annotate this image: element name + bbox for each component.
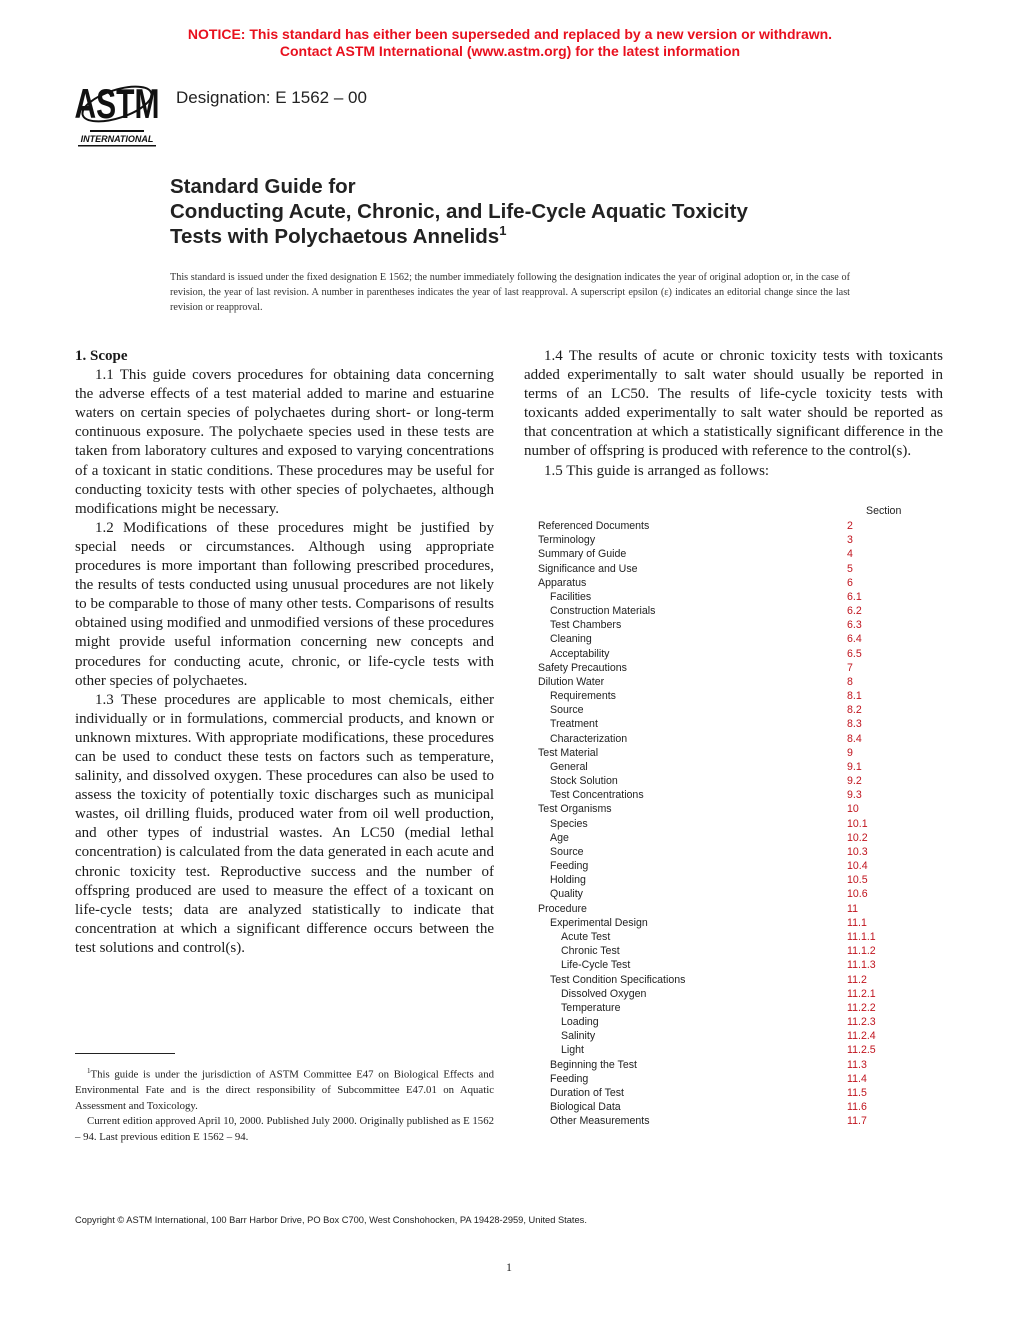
toc-section-link[interactable]: 11 (847, 902, 858, 915)
toc-entry[interactable] (538, 973, 938, 987)
toc-entry[interactable] (538, 618, 938, 632)
toc-entry[interactable] (538, 1072, 938, 1086)
footnote-edition: Current edition approved April 10, 2000. Published July 2000. Originally published as E 1562 – 94. Last previous edition E 1562 – 94. (75, 1115, 494, 1143)
toc-entry-label: Test Chambers (550, 619, 622, 632)
toc-entry[interactable] (538, 590, 938, 604)
toc-section-link[interactable]: 11.3 (847, 1058, 867, 1071)
toc-section-link[interactable]: 11.5 (847, 1086, 867, 1099)
toc-section-link[interactable]: 8.1 (847, 690, 862, 703)
toc-section-link[interactable]: 5 (847, 562, 853, 575)
toc-entry-label: Holding (550, 874, 586, 887)
toc-section-link[interactable]: 8.2 (847, 704, 862, 717)
right-column (524, 347, 943, 481)
toc-entry[interactable] (538, 1029, 938, 1043)
toc-header: Section (866, 505, 902, 517)
toc-entry-label: Other Measurements (550, 1115, 650, 1128)
toc-entry[interactable] (538, 1058, 938, 1072)
toc-entry[interactable] (538, 887, 938, 901)
toc-entry-label: Age (550, 831, 569, 844)
toc-entry[interactable] (538, 859, 938, 873)
paragraph-1-4: 1.4 The results of acute or chronic toxicity tests with toxicants added experimentally to salt water should usually be reported in terms of an LC50. The results of life-cycle toxicity tests with toxicants added experimentally to salt water should be reported as that concentration at which a statistically significant difference in the number of offspring is produced with reference to the control(s). (524, 348, 943, 460)
toc-entry-label: Significance and Use (538, 562, 638, 575)
toc-entry[interactable] (538, 1100, 938, 1114)
toc-entry-label: Safety Precautions (538, 661, 627, 674)
toc-section-link[interactable]: 11.1.1 (847, 930, 876, 943)
toc-section-link[interactable]: 6.5 (847, 647, 862, 660)
toc-entry[interactable] (538, 958, 938, 972)
withdrawn-notice (0, 26, 1020, 60)
toc-entry[interactable] (538, 632, 938, 646)
toc-section-link[interactable]: 8 (847, 675, 853, 688)
toc-section-link[interactable]: 10.1 (847, 817, 868, 830)
toc-entry-label: Acceptability (550, 647, 610, 660)
section-heading-scope: 1. Scope (75, 348, 128, 364)
toc-entry-label: Feeding (550, 1072, 589, 1085)
toc-section-link[interactable]: 10.5 (847, 874, 868, 887)
toc-section-link[interactable]: 6.3 (847, 619, 862, 632)
toc-section-link[interactable]: 11.2.3 (847, 1016, 876, 1029)
toc-entry[interactable] (538, 547, 938, 561)
toc-entry[interactable] (538, 774, 938, 788)
designation: Designation: E 1562 – 00 (176, 88, 367, 107)
toc-entry-label: Procedure (538, 902, 587, 915)
toc-entry[interactable] (538, 930, 938, 944)
toc-entry-label: Treatment (550, 718, 598, 731)
toc-entry[interactable] (538, 788, 938, 802)
toc-entry-label: Source (550, 845, 584, 858)
document-title (170, 174, 748, 249)
toc-section-link[interactable]: 11.2.5 (847, 1044, 876, 1057)
toc-entry[interactable] (538, 760, 938, 774)
toc-entry-label: Dissolved Oxygen (561, 987, 647, 1000)
toc-section-link[interactable]: 11.6 (847, 1101, 867, 1114)
toc-section-link[interactable]: 10.3 (847, 845, 868, 858)
toc-entry[interactable] (538, 533, 938, 547)
toc-entry[interactable] (538, 732, 938, 746)
toc-entry[interactable] (538, 944, 938, 958)
logo-text-international: INTERNATIONAL (80, 134, 154, 144)
toc-entry[interactable] (538, 576, 938, 590)
toc-entry-label: General (550, 760, 588, 773)
footnote-divider (75, 1053, 175, 1054)
title-line-3: Tests with Polychaetous Annelids$^1$ (170, 223, 507, 248)
table-of-contents (538, 505, 938, 1128)
toc-entry[interactable] (538, 746, 938, 760)
toc-entry-label: Life-Cycle Test (561, 959, 631, 972)
toc-entry[interactable] (538, 831, 938, 845)
toc-section-link[interactable]: 10.4 (847, 860, 868, 873)
toc-entry[interactable] (538, 1015, 938, 1029)
toc-entry[interactable] (538, 675, 938, 689)
toc-entry[interactable] (538, 717, 938, 731)
toc-entry-label: Source (550, 704, 584, 717)
toc-entry[interactable] (538, 845, 938, 859)
toc-entry-label: Summary of Guide (538, 548, 627, 561)
toc-section-link[interactable]: 6 (847, 576, 853, 589)
toc-section-link[interactable]: 11.2 (847, 973, 867, 986)
toc-entry[interactable] (538, 562, 938, 576)
toc-section-link[interactable]: 10 (847, 803, 859, 816)
toc-entry[interactable] (538, 1001, 938, 1015)
toc-entry-label: Acute Test (561, 930, 611, 943)
toc-section-link[interactable]: 8.3 (847, 718, 862, 731)
toc-entry-label: Beginning the Test (550, 1058, 637, 1071)
toc-entry[interactable] (538, 902, 938, 916)
toc-entry-label: Construction Materials (550, 605, 656, 618)
toc-section-link[interactable]: 11.2.1 (847, 987, 876, 1000)
toc-entry-label: Experimental Design (550, 916, 648, 929)
toc-entry-label: Test Concentrations (550, 789, 644, 802)
toc-section-link[interactable]: 11.7 (847, 1115, 867, 1128)
toc-entry[interactable] (538, 689, 938, 703)
toc-entry[interactable] (538, 916, 938, 930)
toc-section-link[interactable]: 8.4 (847, 732, 862, 745)
toc-entry-label: Stock Solution (550, 775, 618, 788)
toc-entry[interactable] (538, 802, 938, 816)
toc-entry[interactable] (538, 817, 938, 831)
page-number: 1 (506, 1260, 512, 1274)
preamble: This standard is issued under the fixed designation E 1562; the number immediately following the designation indicates the year of original adoption or, in the case of revision, the year of last revision. A number in parentheses indicates the year of last reapproval. A superscript epsilon (ε) indicates an editorial change since the last revision or reapproval. (170, 272, 850, 313)
toc-section-link[interactable]: 4 (847, 548, 853, 561)
toc-section-link[interactable]: 9.1 (847, 760, 862, 773)
toc-section-link[interactable]: 11.1.2 (847, 945, 876, 958)
toc-entry-label: Chronic Test (561, 945, 620, 958)
toc-entry-label: Terminology (538, 534, 596, 547)
toc-entry-label: Test Organisms (538, 803, 612, 816)
left-column (75, 347, 494, 958)
footnote-1: $^1$This guide is under the jurisdiction of ASTM Committee E47 on Biological Effects and Environmental Fate and is the direct responsibility of Subcommittee E47.01 on Aquatic Assessment and Toxicology. (75, 1067, 494, 1112)
toc-entry[interactable] (538, 604, 938, 618)
toc-section-link[interactable]: 10.2 (847, 831, 868, 844)
toc-section-link[interactable]: 11.4 (847, 1072, 867, 1085)
toc-entry[interactable] (538, 1086, 938, 1100)
toc-entry-label: Salinity (561, 1030, 596, 1043)
toc-section-link[interactable]: 6.2 (847, 605, 862, 618)
toc-entry-label: Quality (550, 888, 583, 901)
toc-section-link[interactable]: 9.2 (847, 775, 862, 788)
toc-entry[interactable] (538, 661, 938, 675)
toc-entry-label: Biological Data (550, 1101, 621, 1114)
toc-section-link[interactable]: 11.2.4 (847, 1030, 876, 1043)
footnotes (75, 1064, 494, 1146)
toc-entry-label: Feeding (550, 860, 589, 873)
paragraph-1-5: 1.5 This guide is arranged as follows: (544, 462, 770, 479)
toc-entry[interactable] (538, 1114, 938, 1128)
toc-section-link[interactable]: 2 (847, 520, 853, 532)
toc-entry[interactable] (538, 647, 938, 661)
toc-entry-label: Dilution Water (538, 675, 605, 688)
toc-section-link[interactable]: 11.2.2 (847, 1001, 876, 1014)
toc-entry[interactable] (538, 519, 938, 533)
toc-entry-label: Test Material (538, 746, 599, 759)
toc-section-link[interactable]: 3 (847, 534, 853, 547)
toc-entry-label: Apparatus (538, 576, 587, 589)
logo-text-astm: ASTM (74, 80, 160, 128)
astm-international-logo-icon (74, 76, 160, 148)
notice-line-1: NOTICE: This standard has either been superseded and replaced by a new version or withdrawn. (187, 26, 833, 42)
toc-entry-label: Test Condition Specifications (550, 973, 686, 986)
toc-entry-label: Requirements (550, 690, 616, 703)
toc-section-link[interactable]: 7 (847, 661, 853, 674)
paragraph-1-2: 1.2 Modifications of these procedures might be justified by special needs or circumstances. Although using appropriate procedures is more important than following prescribed procedures, the results of tests conducted using unusual procedures are not likely to be comparable to those of many other tests. Comparisons of results obtained using modified and unmodified versions of these procedures might provide useful information concerning new concepts and procedures for conducting acute, chronic, or life-cycle tests with other species of polychaetes. (75, 519, 494, 689)
paragraph-1-1: 1.1 This guide covers procedures for obtaining data concerning the adverse effects of a test material added to marine and estuarine waters on certain species of polychaetes during short- or long-term continuous exposure. The polychaete species used in these tests are taken from laboratory cultures and exposed to varying concentrations of a toxicant in static conditions. These procedures may be useful for conducting toxicity tests with other species of polychaetes, although modifications might be necessary. (75, 367, 494, 517)
toc-section-link[interactable]: 11.1 (847, 916, 867, 929)
toc-entry-label: Duration of Test (550, 1086, 625, 1099)
toc-entry-label: Light (561, 1044, 584, 1057)
toc-section-link[interactable]: 6.1 (847, 590, 862, 603)
toc-section-link[interactable]: 10.6 (847, 888, 868, 901)
toc-entry-label: Species (550, 817, 588, 830)
notice-line-2: Contact ASTM International (www.astm.org) for the latest information (279, 43, 741, 59)
toc-entry[interactable] (538, 873, 938, 887)
toc-entry-label: Characterization (550, 732, 628, 745)
copyright-notice: Copyright © ASTM International, 100 Barr Harbor Drive, PO Box C700, West Conshohocken, PA 19428-2959, United States. (75, 1215, 587, 1225)
toc-entry-label: Loading (561, 1016, 599, 1029)
paragraph-1-3: 1.3 These procedures are applicable to most chemicals, either individually or in formulations, commercial products, and known or unknown mixtures. With appropriate modifications, these procedures can be used to conduct these tests on factors such as temperature, salinity, and dissolved oxygen. These procedures can also be used to assess the toxicity of potentially toxic discharges such as municipal wastes, oil drilling fluids, produced water from oil well production, and other types of industrial wastes. An LC50 (medial lethal concentration) is calculated from the data generated in each acute and chronic toxicity test. Reproductive success and the number of offspring produced are used to measure the effect of a toxicant on life-cycle tests; data are analyzed statistically to indicate that concentration at which a significant difference occurs between the test solutions and control(s). (75, 691, 494, 956)
toc-entry[interactable] (538, 1043, 938, 1057)
toc-section-link[interactable]: 9.3 (847, 789, 862, 802)
title-line-1: Standard Guide for (170, 175, 356, 198)
title-line-2: Conducting Acute, Chronic, and Life-Cycle Aquatic Toxicity (170, 200, 748, 223)
title-footnote-marker[interactable]: 1 (499, 223, 507, 239)
toc-entry-label: Temperature (561, 1001, 621, 1014)
toc-entry-label: Cleaning (550, 633, 592, 646)
toc-entry[interactable] (538, 703, 938, 717)
toc-entry-label: Referenced Documents (538, 520, 650, 532)
toc-section-link[interactable]: 9 (847, 746, 853, 759)
toc-section-link[interactable]: 6.4 (847, 633, 862, 646)
toc-section-link[interactable]: 11.1.3 (847, 959, 876, 972)
toc-entry-label: Facilities (550, 590, 592, 603)
toc-entry[interactable] (538, 987, 938, 1001)
